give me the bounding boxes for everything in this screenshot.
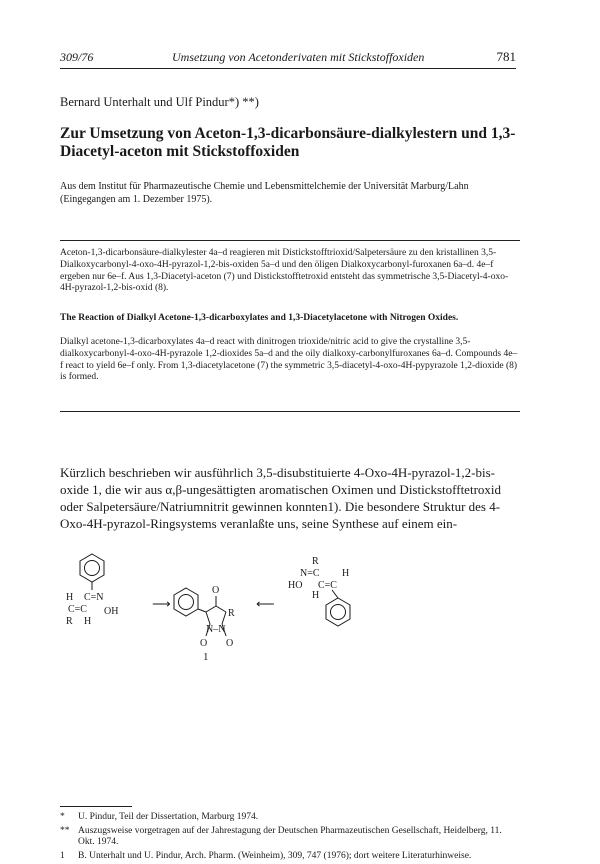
- abstract-rule-top: [60, 240, 520, 241]
- atom-h-left-2: H: [84, 616, 92, 627]
- body-paragraph: Kürzlich beschrieben wir ausführlich 3,5-disubstituierte 4-Oxo-4H-pyrazol-1,2-bis-oxide 1, die wir aus α,β-ungesättigten aromatischen Oximen und Distickstofftetroxid oder Salpetersäure/Natriumnitrit gewinnen konnten1). Die besondere Struktur des 4-Oxo-4H-pyrazol-Ringsystems veranlaßte uns, seine Synthese auf einem ein-: [60, 465, 502, 531]
- atom-h-right-2: H: [312, 590, 320, 601]
- atom-o-carbonyl: O: [212, 585, 220, 596]
- group-oh: OH: [104, 606, 119, 617]
- atom-r-left: R: [66, 616, 73, 627]
- article-title: Zur Umsetzung von Aceton-1,3-dicarbonsäure-dialkylestern und 1,3-Diacetyl-aceton mit Stickstoffoxiden: [60, 125, 516, 160]
- footnote-text: B. Unterhalt und U. Pindur, Arch. Pharm. (Weinheim), 309, 747 (1976); dort weitere Literaturhinweise.: [78, 850, 472, 861]
- running-title: Umsetzung von Acetonderivaten mit Stickstoffoxiden: [172, 50, 425, 64]
- footnote-mark: **: [60, 825, 70, 836]
- footnote-mark: *: [60, 812, 65, 822]
- abstract-rule-bottom: [60, 411, 520, 412]
- atom-o-n1: O: [200, 638, 208, 649]
- abstract-english-title: The Reaction of Dialkyl Acetone-1,3-dicarboxylates and 1,3-Diacetylacetone with Nitrogen Oxides.: [60, 313, 459, 323]
- group-c-eq-c-right: C=C: [318, 580, 337, 591]
- footnote-text: Auszugsweise vorgetragen auf der Jahrestagung der Deutschen Pharmazeutischen Gesellschaft, Heidelberg, 11. Okt. 1974.: [78, 825, 502, 847]
- header-rule: [60, 68, 516, 69]
- benzene-ring-center: [174, 588, 206, 616]
- group-n-n: N–N: [206, 624, 226, 635]
- received-date: (Eingegangen am 1. Dezember 1975).: [60, 193, 213, 205]
- abstract-english: Dialkyl acetone-1,3-dicarboxylates 4a–d react with dinitrogen trioxide/nitric acid to give the crystalline 3,5-dialkoxycarbonyl-4-oxo-4H-pyrazole 1,2-dioxides 5a–d and the oily dialkoxy-carbonylfuroxanes 6a–d. Compounds 4e–f react to yield 6e–f only. From 1,3-diacetylacetone (7) the symmetric 3,5-diacetyl-4-oxo-4H-pypyrazole 1,2-dioxide (8) is formed.: [60, 337, 518, 383]
- affiliation: [60, 181, 530, 206]
- atom-h-left: H: [66, 592, 74, 603]
- group-c-eq-c: C=C: [68, 604, 87, 615]
- reaction-arrow-forward: ⟶: [152, 596, 171, 611]
- compound-label: 1: [203, 651, 209, 662]
- atom-r-center: R: [228, 608, 235, 619]
- reaction-arrow-back: ⟵: [256, 596, 275, 611]
- abstract-german: Aceton-1,3-dicarbonsäure-dialkylester 4a–d reagieren mit Distickstofftrioxid/Salpetersäure zu den kristallinen 3,5-Dialkoxycarbonyl-4-oxo-4H-pyrazol-1,2-bis-oxiden 5a–d und den öligen Dialkoxycarbonyl-furoxanen 6a–d. 4e–f ergeben nur 6e–f. Aus 1,3-Diacetyl-aceton (7) und Distickstofftetroxid entsteht das symmetrische 3,5-Diacetyl-4-oxo-4H-pyrazol-1,2-bis-oxid (8).: [60, 248, 509, 294]
- institution: Aus dem Institut für Pharmazeutische Chemie und Lebensmittelchemie der Universität Marburg/Lahn: [60, 181, 469, 192]
- atom-o-n2: O: [226, 638, 234, 649]
- benzene-ring-left: [80, 554, 104, 590]
- group-c-eq-n: C=N: [84, 592, 104, 603]
- atom-h-right: H: [342, 568, 350, 579]
- group-ho: HO: [288, 580, 303, 591]
- footnote-mark: 1: [60, 850, 65, 861]
- journal-issue: 309/76: [60, 50, 94, 64]
- group-n-eq-c: N=C: [300, 568, 320, 579]
- benzene-ring-right: [326, 590, 350, 626]
- running-header: [60, 50, 516, 68]
- footnote-text: U. Pindur, Teil der Dissertation, Marburg 1974.: [78, 812, 259, 822]
- atom-r-right: R: [312, 556, 319, 567]
- authors: Bernard Unterhalt und Ulf Pindur*) **): [60, 95, 259, 109]
- page-number: 781: [496, 49, 516, 64]
- reaction-scheme: [60, 552, 480, 662]
- footnote-rule: [60, 806, 132, 807]
